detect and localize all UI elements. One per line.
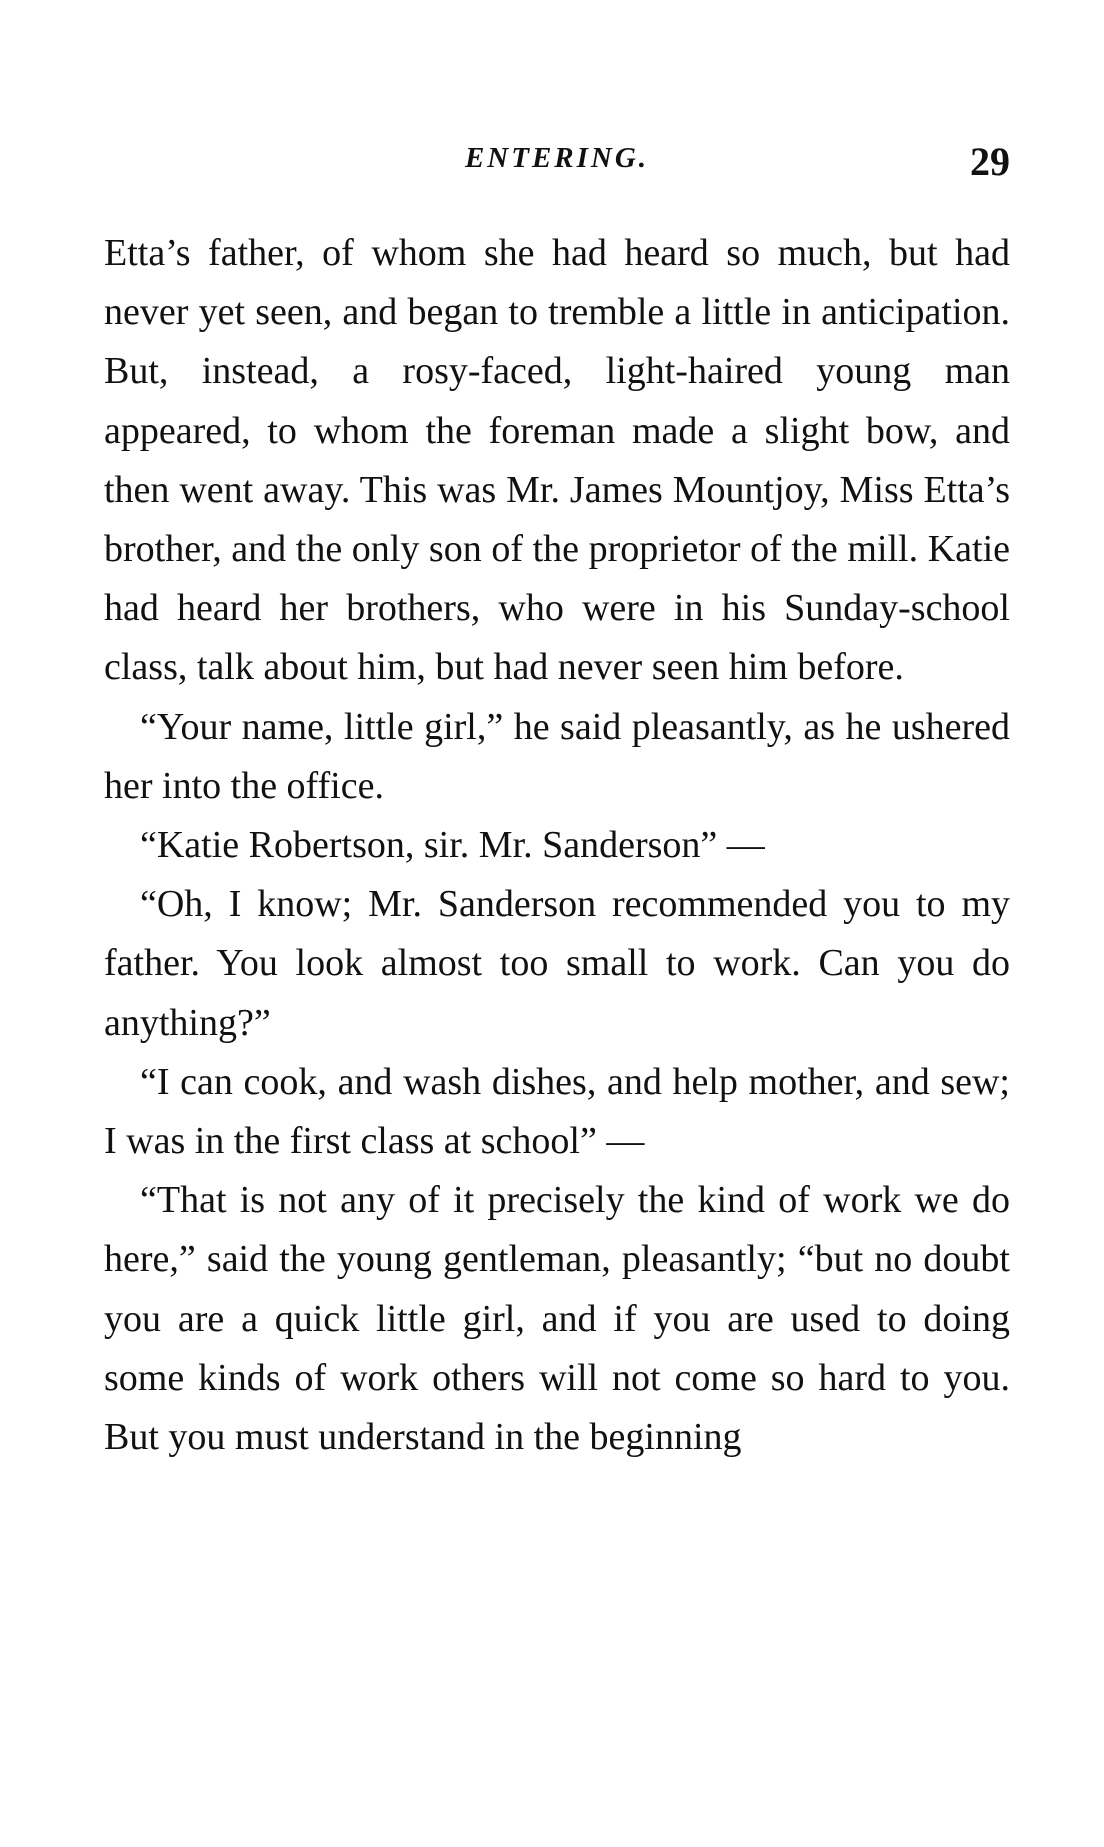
paragraph: “Katie Robertson, sir. Mr. Sanderson” — [140,824,765,867]
paragraph: “Your name, little girl,” he said pleasantly, as he ushered her into the office. [104,705,1010,807]
paragraph: “I can cook, and wash dishes, and help mother, and sew; I was in the first class at school” — [104,1060,1010,1163]
paragraph: “That is not any of it precisely the kind of work we do here,” said the young gentleman, pleasantly; “but no doubt you are a quick little girl, and if you are used to doing some kinds of work others will not come so hard to you. But you must understand in the beginning [104,1179,1010,1459]
page-number: 29 [970,139,1010,184]
running-title: ENTERING. [464,142,650,174]
paragraph: Etta’s father, of whom she had heard so much, but had never yet seen, and began to tremble a little in anticipation. But, instead, a rosy-faced, light-haired young man appeared, to whom the foreman made a slight bow, and then went away. This was Mr. James Mountjoy, Miss Etta’s brother, and the only son of the proprietor of the mill. Katie had heard her brothers, who were in his Sunday-school class, talk about him, but had never seen him before. [104,232,1010,689]
body-text [104,224,1010,1467]
running-head [104,138,1010,198]
paragraph: “Oh, I know; Mr. Sanderson recommended you to my father. You look almost too small to work. Can you do anything?” [104,883,1010,1044]
